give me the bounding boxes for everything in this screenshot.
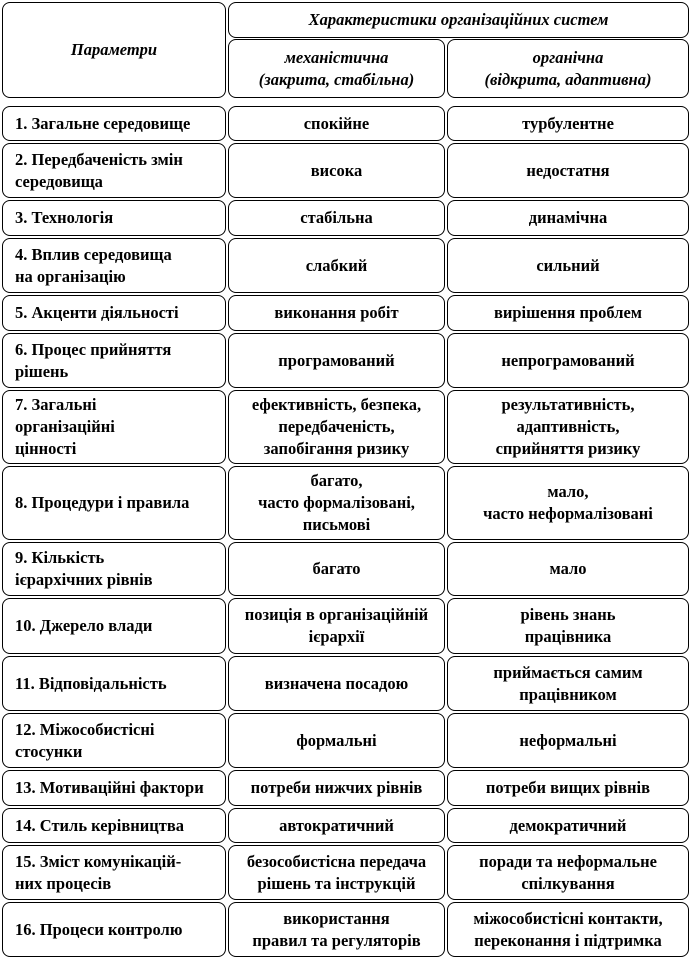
organic-cell: рівень знань працівника bbox=[447, 598, 689, 654]
header-params: Параметри bbox=[2, 2, 226, 98]
param-cell: 12. Міжособистісні стосунки bbox=[2, 713, 226, 768]
param-cell: 11. Відповідальність bbox=[2, 656, 226, 711]
param-cell: 16. Процеси контролю bbox=[2, 902, 226, 957]
param-cell: 13. Мотиваційні фактори bbox=[2, 770, 226, 806]
mechanistic-cell: багато bbox=[228, 542, 445, 596]
mechanistic-cell: автократичний bbox=[228, 808, 445, 843]
mechanistic-cell: потреби нижчих рівнів bbox=[228, 770, 445, 806]
organic-cell: результативність, адаптивність, сприйняття ризику bbox=[447, 390, 689, 464]
param-cell: 9. Кількість ієрархічних рівнів bbox=[2, 542, 226, 596]
param-cell: 10. Джерело влади bbox=[2, 598, 226, 654]
header-organic: органічна (відкрита, адаптивна) bbox=[447, 39, 689, 98]
param-cell: 1. Загальне середовище bbox=[2, 106, 226, 141]
organic-cell: динамічна bbox=[447, 200, 689, 236]
param-cell: 15. Зміст комунікацій- них процесів bbox=[2, 845, 226, 900]
mechanistic-cell: використання правил та регуляторів bbox=[228, 902, 445, 957]
param-cell: 5. Акценти діяльності bbox=[2, 295, 226, 331]
organic-cell: неформальні bbox=[447, 713, 689, 768]
param-cell: 4. Вплив середовища на організацію bbox=[2, 238, 226, 293]
organic-cell: демократичний bbox=[447, 808, 689, 843]
organic-cell: міжособистісні контакти, переконання і підтримка bbox=[447, 902, 689, 957]
organic-cell: потреби вищих рівнів bbox=[447, 770, 689, 806]
mechanistic-cell: безособистісна передача рішень та інструкцій bbox=[228, 845, 445, 900]
header-title: Характеристики організаційних систем bbox=[228, 2, 689, 38]
mechanistic-cell: багато, часто формалізовані, письмові bbox=[228, 466, 445, 540]
organic-cell: сильний bbox=[447, 238, 689, 293]
organic-cell: непрограмований bbox=[447, 333, 689, 388]
param-cell: 6. Процес прийняття рішень bbox=[2, 333, 226, 388]
organic-cell: поради та неформальне спілкування bbox=[447, 845, 689, 900]
mechanistic-cell: виконання робіт bbox=[228, 295, 445, 331]
header-mechanistic: механістична (закрита, стабільна) bbox=[228, 39, 445, 98]
organic-cell: турбулентне bbox=[447, 106, 689, 141]
mechanistic-cell: програмований bbox=[228, 333, 445, 388]
mechanistic-cell: формальні bbox=[228, 713, 445, 768]
param-cell: 2. Передбаченість змін середовища bbox=[2, 143, 226, 198]
organic-cell: мало, часто неформалізовані bbox=[447, 466, 689, 540]
organic-cell: вирішення проблем bbox=[447, 295, 689, 331]
mechanistic-cell: висока bbox=[228, 143, 445, 198]
param-cell: 7. Загальні організаційні цінності bbox=[2, 390, 226, 464]
organic-cell: недостатня bbox=[447, 143, 689, 198]
mechanistic-cell: визначена посадою bbox=[228, 656, 445, 711]
mechanistic-cell: спокійне bbox=[228, 106, 445, 141]
mechanistic-cell: стабільна bbox=[228, 200, 445, 236]
param-cell: 8. Процедури і правила bbox=[2, 466, 226, 540]
mechanistic-cell: слабкий bbox=[228, 238, 445, 293]
organic-cell: мало bbox=[447, 542, 689, 596]
organic-cell: приймається самим працівником bbox=[447, 656, 689, 711]
param-cell: 3. Технологія bbox=[2, 200, 226, 236]
mechanistic-cell: ефективність, безпека, передбаченість, запобігання ризику bbox=[228, 390, 445, 464]
mechanistic-cell: позиція в організаційній ієрархії bbox=[228, 598, 445, 654]
param-cell: 14. Стиль керівництва bbox=[2, 808, 226, 843]
